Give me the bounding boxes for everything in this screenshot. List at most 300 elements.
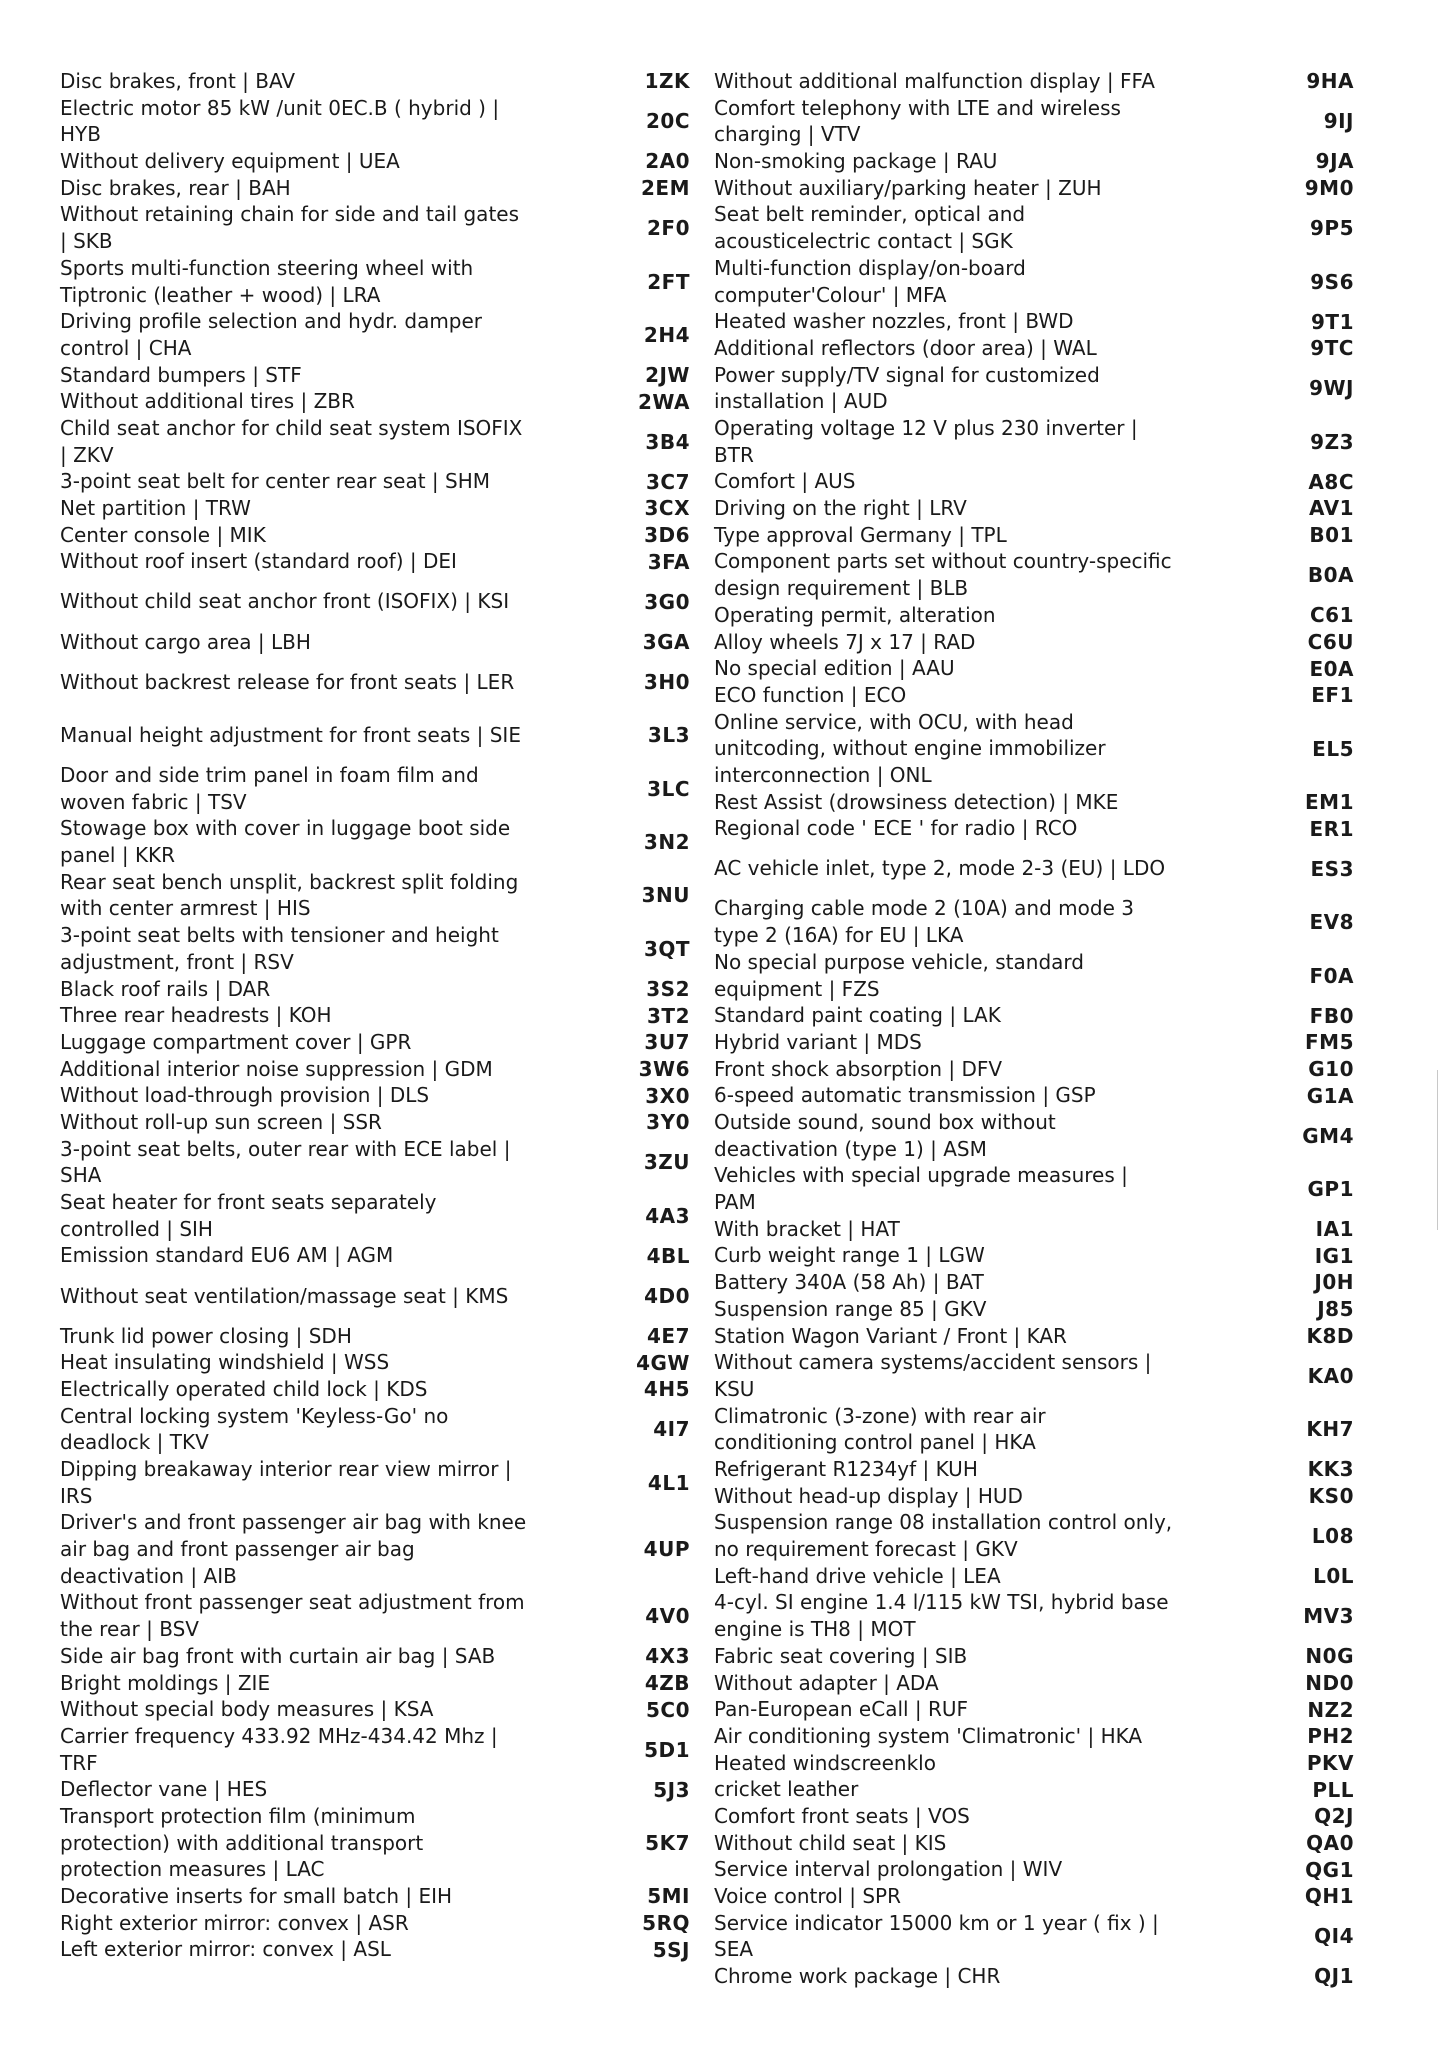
equipment-row [714, 602, 1354, 629]
equipment-description: Power supply/TV signal for customized installation | AUD [714, 362, 1100, 414]
equipment-description: Without special body measures | KSA [60, 1697, 434, 1722]
equipment-description: Child seat anchor for child seat system ISOFIX | ZKV [60, 416, 523, 467]
equipment-row [60, 148, 690, 175]
equipment-code: PLL [1312, 1777, 1354, 1802]
scan-margin-mark [1437, 1070, 1438, 1230]
equipment-code: 5D1 [644, 1737, 690, 1762]
equipment-row [60, 201, 690, 254]
equipment-code: 4D0 [644, 1283, 690, 1308]
equipment-description: Online service, with OCU, with head unitcoding, without engine immobilizer interconnection | ONL [714, 709, 1106, 787]
equipment-description: Stowage box with cover in luggage boot side panel | KKR [60, 816, 511, 868]
equipment-row [60, 629, 690, 656]
equipment-row [714, 548, 1354, 601]
equipment-row [60, 1323, 690, 1350]
equipment-row [714, 1349, 1354, 1402]
equipment-description: Without backrest release for front seats | LER [60, 669, 515, 694]
equipment-code: 3Y0 [646, 1110, 690, 1135]
equipment-code: QA0 [1306, 1830, 1354, 1855]
equipment-code: 2F0 [647, 216, 690, 241]
equipment-description: Driving on the right | LRV [714, 496, 967, 521]
equipment-code: 4A3 [645, 1203, 690, 1228]
equipment-row [714, 1456, 1354, 1483]
equipment-code: ND0 [1305, 1670, 1354, 1695]
equipment-row [60, 1456, 690, 1509]
equipment-code: 3NU [641, 883, 690, 908]
equipment-code: E0A [1309, 656, 1354, 681]
equipment-description: No special edition | AAU [714, 656, 955, 681]
equipment-code: 3G0 [644, 589, 690, 614]
equipment-description: Transport protection film (minimum protection) with additional transport protection measures | LAC [60, 1804, 424, 1882]
equipment-row [60, 575, 690, 628]
equipment-row [714, 201, 1354, 254]
equipment-code: 5J3 [653, 1777, 690, 1802]
equipment-description: Without adapter | ADA [714, 1670, 939, 1695]
equipment-row [60, 1002, 690, 1029]
equipment-row [714, 148, 1354, 175]
equipment-row [714, 1109, 1354, 1162]
equipment-code: GP1 [1307, 1177, 1354, 1202]
equipment-description: Driver's and front passenger air bag with knee air bag and front passenger air bag deactivation | AIB [60, 1510, 527, 1588]
equipment-row [714, 1296, 1354, 1323]
equipment-code: 3H0 [643, 669, 690, 694]
equipment-code: 4UP [643, 1537, 690, 1562]
equipment-row [714, 1803, 1354, 1830]
equipment-code: FB0 [1309, 1003, 1354, 1028]
equipment-description: Three rear headrests | KOH [60, 1003, 332, 1028]
equipment-description: Sports multi-function steering wheel with Tiptronic (leather + wood) | LRA [60, 255, 474, 307]
equipment-description: Additional reflectors (door area) | WAL [714, 335, 1097, 360]
equipment-row [714, 1056, 1354, 1083]
equipment-description: 6-speed automatic transmission | GSP [714, 1083, 1096, 1108]
equipment-description: Without load-through provision | DLS [60, 1083, 430, 1108]
equipment-description: Without retaining chain for side and tail gates | SKB [60, 202, 520, 254]
equipment-row [714, 362, 1354, 415]
equipment-row [714, 335, 1354, 362]
equipment-description: Front shock absorption | DFV [714, 1056, 1003, 1081]
equipment-code: 9TC [1310, 336, 1354, 361]
equipment-code: 5SJ [652, 1937, 690, 1962]
equipment-row [714, 1029, 1354, 1056]
equipment-code: IG1 [1314, 1243, 1354, 1268]
equipment-code: ER1 [1309, 816, 1354, 841]
equipment-code: F0A [1309, 963, 1354, 988]
equipment-code: PH2 [1307, 1724, 1354, 1749]
equipment-description: Rear seat bench unsplit, backrest split folding with center armrest | HIS [60, 869, 519, 921]
equipment-row [60, 362, 690, 389]
equipment-row [60, 1723, 690, 1776]
equipment-description: Disc brakes, rear | BAH [60, 175, 291, 200]
equipment-row [60, 1936, 690, 1963]
equipment-row [60, 68, 690, 95]
equipment-row [714, 68, 1354, 95]
equipment-code: K8D [1306, 1323, 1354, 1348]
equipment-description: Without seat ventilation/massage seat | KMS [60, 1283, 509, 1308]
equipment-row [714, 1403, 1354, 1456]
equipment-row [60, 922, 690, 975]
equipment-code: FM5 [1305, 1030, 1354, 1055]
equipment-row [714, 815, 1354, 842]
equipment-code: AV1 [1308, 496, 1354, 521]
equipment-code: IA1 [1315, 1217, 1354, 1242]
equipment-description: Heated windscreenklo [714, 1750, 936, 1775]
equipment-description: Without additional malfunction display | FFA [714, 69, 1155, 93]
equipment-row [714, 1002, 1354, 1029]
equipment-code: 4V0 [645, 1604, 690, 1629]
equipment-row [714, 1856, 1354, 1883]
equipment-description: 3-point seat belt for center rear seat | SHM [60, 469, 490, 494]
equipment-row [714, 1643, 1354, 1670]
equipment-code: 4E7 [647, 1323, 690, 1348]
equipment-code: NZ2 [1307, 1697, 1354, 1722]
equipment-code: B01 [1309, 523, 1354, 548]
equipment-row [60, 415, 690, 468]
equipment-description: Operating permit, alteration [714, 602, 996, 627]
equipment-code: 20C [645, 109, 690, 134]
equipment-row [714, 255, 1354, 308]
equipment-description: Comfort | AUS [714, 469, 856, 494]
equipment-code: 3B4 [645, 429, 690, 454]
equipment-description: Left-hand drive vehicle | LEA [714, 1563, 1001, 1588]
equipment-code: 3ZU [643, 1150, 690, 1175]
equipment-row [60, 815, 690, 868]
equipment-description: Voice control | SPR [714, 1884, 902, 1909]
equipment-row [60, 1056, 690, 1083]
equipment-row [60, 1696, 690, 1723]
equipment-code: B0A [1307, 563, 1354, 588]
equipment-row [714, 1963, 1354, 1990]
equipment-code: 3S2 [646, 976, 690, 1001]
equipment-code: KK3 [1307, 1457, 1354, 1482]
equipment-row [714, 629, 1354, 656]
equipment-description: Without camera systems/accident sensors | KSU [714, 1350, 1152, 1401]
equipment-row [60, 1910, 690, 1937]
equipment-description: Regional code ' ECE ' for radio | RCO [714, 816, 1078, 841]
equipment-row [60, 1269, 690, 1322]
equipment-row [714, 1162, 1354, 1215]
equipment-row [60, 1029, 690, 1056]
equipment-row [714, 1883, 1354, 1910]
equipment-description: Charging cable mode 2 (10A) and mode 3 type 2 (16A) for EU | LKA [714, 896, 1134, 948]
equipment-code: GM4 [1302, 1123, 1354, 1148]
equipment-description: Additional interior noise suppression | GDM [60, 1056, 493, 1081]
equipment-description: Heated washer nozzles, front | BWD [714, 309, 1074, 334]
equipment-code: EL5 [1312, 736, 1354, 761]
equipment-row [60, 522, 690, 549]
equipment-code: 4ZB [644, 1670, 690, 1695]
equipment-row [714, 1269, 1354, 1296]
equipment-code: 3FA [647, 549, 690, 574]
equipment-code: Q2J [1314, 1804, 1354, 1829]
equipment-code: 2EM [641, 176, 690, 201]
equipment-row [60, 255, 690, 308]
equipment-description: Battery 340A (58 Ah) | BAT [714, 1270, 984, 1295]
equipment-description: Hybrid variant | MDS [714, 1029, 922, 1054]
equipment-code: 1ZK [644, 69, 690, 94]
equipment-code: 2FT [647, 269, 690, 294]
equipment-description: Service interval prolongation | WIV [714, 1857, 1063, 1882]
equipment-row [60, 655, 690, 708]
equipment-description: With bracket | HAT [714, 1216, 900, 1241]
equipment-description: Without child seat | KIS [714, 1830, 947, 1855]
equipment-code: 3W6 [638, 1056, 690, 1081]
equipment-row [714, 308, 1354, 335]
equipment-row [60, 388, 690, 415]
equipment-code: 4I7 [653, 1417, 690, 1442]
equipment-description: Non-smoking package | RAU [714, 149, 998, 174]
equipment-code: 9T1 [1311, 309, 1354, 334]
equipment-code: J85 [1317, 1297, 1354, 1322]
equipment-code: QG1 [1305, 1857, 1354, 1882]
equipment-code: 3GA [642, 629, 690, 654]
equipment-code: EF1 [1311, 683, 1354, 708]
equipment-row [714, 1509, 1354, 1562]
equipment-description: Comfort telephony with LTE and wireless charging | VTV [714, 95, 1121, 147]
equipment-description: Dipping breakaway interior rear view mirror | IRS [60, 1457, 512, 1508]
equipment-row [60, 1349, 690, 1376]
equipment-row [714, 895, 1354, 948]
equipment-code: 3QT [643, 936, 690, 961]
equipment-code: A8C [1308, 469, 1354, 494]
equipment-description: Bright moldings | ZIE [60, 1670, 271, 1695]
equipment-description: Deflector vane | HES [60, 1777, 268, 1802]
equipment-row [714, 1670, 1354, 1697]
equipment-row [714, 1776, 1354, 1803]
equipment-row [714, 468, 1354, 495]
equipment-description: Fabric seat covering | SIB [714, 1643, 968, 1668]
equipment-row [714, 1483, 1354, 1510]
equipment-description: Refrigerant R1234yf | KUH [714, 1456, 978, 1481]
equipment-code: 3LC [647, 776, 690, 801]
equipment-code: L08 [1311, 1524, 1354, 1549]
equipment-description: Operating voltage 12 V plus 230 inverter | BTR [714, 416, 1138, 467]
equipment-row [714, 1563, 1354, 1590]
equipment-description: Without roof insert (standard roof) | DEI [60, 549, 457, 574]
equipment-code: EM1 [1305, 790, 1354, 815]
equipment-row [714, 655, 1354, 682]
equipment-code: 2A0 [645, 149, 690, 174]
equipment-description: Trunk lid power closing | SDH [60, 1323, 352, 1348]
equipment-description: Without head-up display | HUD [714, 1483, 1023, 1508]
equipment-description: Type approval Germany | TPL [714, 522, 1007, 547]
equipment-code: 5RQ [642, 1911, 690, 1936]
equipment-code: 9IJ [1323, 109, 1354, 134]
equipment-row [60, 1803, 690, 1883]
equipment-row [714, 522, 1354, 549]
equipment-description: Curb weight range 1 | LGW [714, 1243, 985, 1268]
equipment-row [60, 175, 690, 202]
equipment-row [60, 1883, 690, 1910]
equipment-row [714, 949, 1354, 1002]
equipment-row [60, 762, 690, 815]
equipment-row [60, 1403, 690, 1456]
equipment-code: QH1 [1304, 1884, 1354, 1909]
equipment-description: Side air bag front with curtain air bag | SAB [60, 1643, 496, 1668]
equipment-description: Manual height adjustment for front seats | SIE [60, 722, 521, 747]
equipment-row [60, 1509, 690, 1589]
equipment-code: 3D6 [644, 523, 690, 548]
equipment-row [60, 1376, 690, 1403]
equipment-description: Carrier frequency 433.92 MHz-434.42 Mhz | TRF [60, 1723, 498, 1775]
equipment-description: Comfort front seats | VOS [714, 1803, 970, 1828]
equipment-row [714, 1216, 1354, 1243]
equipment-description: Seat heater for front seats separately controlled | SIH [60, 1190, 437, 1241]
equipment-description: Component parts set without country-specific design requirement | BLB [714, 549, 1172, 601]
equipment-description: Without delivery equipment | UEA [60, 149, 400, 174]
equipment-description: Without roll-up sun screen | SSR [60, 1110, 382, 1134]
equipment-row [60, 1589, 690, 1642]
equipment-description: Rest Assist (drowsiness detection) | MKE [714, 789, 1119, 814]
equipment-description: Door and side trim panel in foam film and woven fabric | TSV [60, 763, 479, 814]
equipment-row [60, 1670, 690, 1697]
equipment-row [60, 1109, 690, 1136]
equipment-code: 9Z3 [1310, 429, 1354, 454]
equipment-description: Without cargo area | LBH [60, 629, 311, 654]
equipment-description: Driving profile selection and hydr. damper control | CHA [60, 309, 483, 360]
equipment-code: 2JW [645, 362, 690, 387]
equipment-description: Without auxiliary/parking heater | ZUH [714, 175, 1102, 200]
equipment-description: Luggage compartment cover | GPR [60, 1029, 412, 1054]
equipment-row [714, 709, 1354, 789]
equipment-code: 9HA [1306, 69, 1354, 94]
equipment-description: Heat insulating windshield | WSS [60, 1350, 390, 1375]
equipment-row [714, 415, 1354, 468]
equipment-code: 3L3 [647, 723, 690, 748]
equipment-row [714, 1910, 1354, 1963]
right-code-column [714, 68, 1354, 1990]
equipment-row [60, 1242, 690, 1269]
equipment-code: C61 [1309, 603, 1354, 628]
equipment-code: PKV [1306, 1750, 1354, 1775]
equipment-code: KH7 [1306, 1417, 1354, 1442]
equipment-description: Net partition | TRW [60, 496, 251, 521]
equipment-row [60, 495, 690, 522]
equipment-description: Disc brakes, front | BAV [60, 69, 296, 93]
equipment-code: 4X3 [645, 1644, 690, 1669]
equipment-description: Left exterior mirror: convex | ASL [60, 1937, 391, 1962]
equipment-description: ECO function | ECO [714, 682, 907, 707]
equipment-code: C6U [1307, 629, 1354, 654]
equipment-code: 3U7 [644, 1030, 690, 1055]
equipment-code: 5MI [647, 1884, 690, 1909]
equipment-description: Seat belt reminder, optical and acousticelectric contact | SGK [714, 202, 1026, 254]
equipment-code: 9M0 [1304, 176, 1354, 201]
equipment-row [714, 1082, 1354, 1109]
equipment-description: Without additional tires | ZBR [60, 389, 355, 414]
equipment-row [60, 468, 690, 495]
equipment-code: 2H4 [643, 322, 690, 347]
equipment-row [60, 1136, 690, 1189]
equipment-code: G10 [1308, 1056, 1354, 1081]
equipment-row [714, 1589, 1354, 1642]
equipment-row [714, 1830, 1354, 1857]
equipment-code: EV8 [1309, 910, 1354, 935]
equipment-description: Standard paint coating | LAK [714, 1003, 1001, 1028]
equipment-row [60, 308, 690, 361]
equipment-code: 9WJ [1309, 376, 1354, 401]
equipment-description: Without child seat anchor front (ISOFIX) | KSI [60, 589, 510, 614]
equipment-description: Multi-function display/on-board computer'Colour' | MFA [714, 255, 1026, 307]
equipment-description: Suspension range 85 | GKV [714, 1296, 987, 1321]
equipment-row [60, 95, 690, 148]
equipment-row [714, 789, 1354, 816]
equipment-row [60, 548, 690, 575]
equipment-code: J0H [1314, 1270, 1354, 1295]
equipment-code: 3CX [644, 496, 690, 521]
equipment-row [60, 1189, 690, 1242]
equipment-description: Emission standard EU6 AM | AGM [60, 1243, 394, 1268]
equipment-description: Vehicles with special upgrade measures | PAM [714, 1163, 1128, 1215]
equipment-code: 4H5 [643, 1377, 690, 1402]
equipment-description: Electric motor 85 kW /unit 0EC.B ( hybrid ) | HYB [60, 95, 500, 147]
equipment-row [714, 682, 1354, 709]
equipment-row [714, 1696, 1354, 1723]
left-code-column [60, 68, 690, 1963]
equipment-description: Central locking system 'Keyless-Go' no deadlock | TKV [60, 1403, 449, 1455]
equipment-code: 4L1 [647, 1470, 690, 1495]
equipment-code: G1A [1306, 1083, 1354, 1108]
equipment-row [60, 976, 690, 1003]
equipment-description: Chrome work package | CHR [714, 1964, 1001, 1989]
equipment-description: Outside sound, sound box without deactivation (type 1) | ASM [714, 1109, 1056, 1161]
equipment-row [714, 1323, 1354, 1350]
equipment-code: 5C0 [645, 1697, 690, 1722]
equipment-description: Pan-European eCall | RUF [714, 1697, 969, 1722]
equipment-code: 3X0 [645, 1083, 690, 1108]
equipment-row [714, 842, 1354, 895]
equipment-code: N0G [1305, 1644, 1354, 1669]
equipment-row [60, 869, 690, 922]
equipment-row [60, 1776, 690, 1803]
equipment-description: 3-point seat belts with tensioner and height adjustment, front | RSV [60, 923, 499, 974]
equipment-description: cricket leather [714, 1777, 859, 1802]
equipment-row [714, 1750, 1354, 1777]
equipment-description: 3-point seat belts, outer rear with ECE label | SHA [60, 1136, 511, 1188]
equipment-row [60, 709, 690, 762]
equipment-description: Suspension range 08 installation control only, no requirement forecast | GKV [714, 1510, 1173, 1562]
equipment-code: 9S6 [1310, 269, 1354, 294]
equipment-description: Climatronic (3-zone) with rear air conditioning control panel | HKA [714, 1403, 1046, 1455]
equipment-code: 3N2 [643, 830, 690, 855]
equipment-row [714, 95, 1354, 148]
equipment-code: 5K7 [645, 1831, 690, 1856]
equipment-description: Standard bumpers | STF [60, 362, 302, 387]
equipment-code: KA0 [1307, 1363, 1354, 1388]
equipment-row [714, 1242, 1354, 1269]
equipment-code: KS0 [1308, 1484, 1354, 1509]
equipment-description: Station Wagon Variant / Front | KAR [714, 1323, 1067, 1348]
equipment-description: Decorative inserts for small batch | EIH [60, 1884, 453, 1909]
equipment-code: QI4 [1314, 1924, 1354, 1949]
equipment-code: 3C7 [645, 469, 690, 494]
equipment-code: L0L [1313, 1564, 1354, 1589]
equipment-row [714, 1723, 1354, 1750]
equipment-description: Black roof rails | DAR [60, 976, 271, 1001]
equipment-row [714, 495, 1354, 522]
equipment-description: Center console | MIK [60, 522, 266, 547]
equipment-description: Electrically operated child lock | KDS [60, 1376, 428, 1401]
equipment-description: Without front passenger seat adjustment from the rear | BSV [60, 1590, 525, 1642]
equipment-description: Right exterior mirror: convex | ASR [60, 1910, 409, 1935]
equipment-description: Alloy wheels 7J x 17 | RAD [714, 629, 976, 654]
equipment-code: 3T2 [647, 1003, 690, 1028]
equipment-description: AC vehicle inlet, type 2, mode 2-3 (EU) | LDO [714, 856, 1166, 881]
equipment-code: 4GW [636, 1350, 690, 1375]
equipment-description: Air conditioning system 'Climatronic' | HKA [714, 1723, 1143, 1748]
equipment-row [714, 175, 1354, 202]
equipment-description: 4-cyl. SI engine 1.4 l/115 kW TSI, hybrid base engine is TH8 | MOT [714, 1590, 1169, 1642]
equipment-row [60, 1643, 690, 1670]
equipment-code: MV3 [1303, 1604, 1354, 1629]
